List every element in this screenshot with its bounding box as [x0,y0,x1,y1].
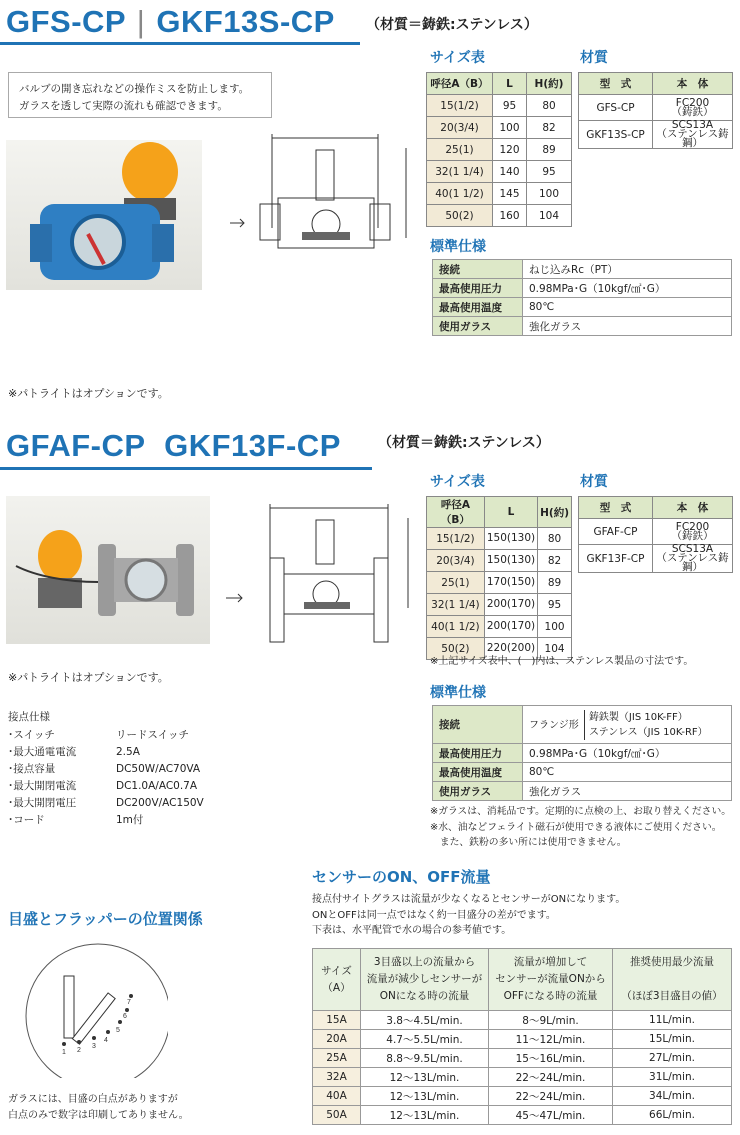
table-row: 最高使用温度 80℃ [433,298,732,317]
product-photo-threaded [6,140,202,290]
table-row: 15(1/2) 95 80 [427,95,572,117]
section2-title [6,430,341,461]
gauge-tick: 1 [62,1049,66,1056]
spec-heading: 標準仕様 [430,239,486,255]
description-line: バルブの開き忘れなどの操作ミスを防止します。 [19,83,250,95]
col-header: 呼径A（B） [427,73,493,95]
dimension-drawing-flanged [220,498,420,646]
contact-spec-table [8,726,258,828]
gauge-note: ガラスには、目盛の白点がありますが 白点のみで数字は印刷してありません。 [8,1094,189,1121]
gauge-diagram [18,938,168,1078]
description-box [8,72,272,118]
gauge-tick: 3 [92,1043,96,1050]
gauge-tick: 4 [104,1037,108,1044]
table-row: ･コード 1m付 [8,814,144,826]
table-row: 40(1 1/2) 145 100 [427,183,572,205]
table-row: 20(3/4) 150(130) 82 [427,550,572,572]
table-row: 25(1) 120 89 [427,139,572,161]
title-underline [0,467,372,470]
description-line: ガラスを透して実際の流れも確認できます。 [19,100,228,112]
col-header: H(約) [527,73,572,95]
table-row: 32(1 1/4) 140 95 [427,161,572,183]
material-note: （材質＝鋳鉄:ステンレス） [378,435,550,451]
size-table: 呼径A（B） L H(約) 15(1/2) 150(130) 80 20(3/4) 150(130) 82 25(1) 170(150) 89 32(1 1/4) 200(170) 95 40(1 1/2) 200(170) 100 50(2) 220(200) 104 [426,496,572,660]
table-row: 40A 12～13L/min. 22～24L/min. 34L/min. [313,1087,732,1106]
material-table-heading: 材質 [580,474,608,490]
table-row: 接続 フランジ形 鋳鉄製（JIS 10K-FF） ステンレス（JIS 10K-RF） [433,706,732,744]
dimension-drawing-threaded [220,128,420,278]
gauge-tick: 6 [123,1013,127,1020]
spec-heading: 標準仕様 [430,685,486,701]
table-row: 32A 12～13L/min. 22～24L/min. 31L/min. [313,1068,732,1087]
size-table [426,72,572,227]
size-footnote: ※上記サイズ表中、( )内は、ステンレス製品の寸法です。 [430,656,694,667]
table-row: GFS-CP FC200 （鋳鉄） [579,95,733,121]
table-row: 40(1 1/2) 200(170) 100 [427,616,572,638]
table-row: 25(1) 170(150) 89 [427,572,572,594]
sensor-intro: 接点付サイトグラスは流量が少なくなるとセンサーがONになります。 ONとOFFは同一点ではなく約一目盛分の差がでます。 下表は、水平配管で水の場合の参考値です。 [312,894,626,936]
table-row: 使用ガラス 強化ガラス [433,782,732,801]
sensor-heading: センサーのON、OFF流量 [312,868,491,886]
section1-title: GFS-CP | GKF13S-CP [6,4,335,39]
table-row: 32(1 1/4) 200(170) 95 [427,594,572,616]
patlite-note: ※パトライトはオプションです。 [8,387,169,400]
product-photo-flanged [6,496,210,644]
table-row: ･最大通電電流 2.5A [8,745,140,758]
col-header: L [493,73,527,95]
material-table: 型 式 本 体 GFAF-CP FC200 （鋳鉄） GKF13F-CP SCS13A （ステンレス鋳鋼） [578,496,733,573]
table-row: GKF13F-CP SCS13A （ステンレス鋳鋼） [579,545,733,573]
table-row: GFAF-CP FC200 （鋳鉄） [579,519,733,545]
gauge-tick: 7 [127,999,131,1006]
gauge-tick: 5 [116,1027,120,1034]
gauge-tick: 2 [77,1047,81,1054]
material-note: （材質＝鋳鉄:ステンレス） [366,17,538,33]
table-row: ･接点容量 DC50W/AC70VA [8,762,201,775]
table-row: 20A 4.7～5.5L/min. 11～12L/min. 15L/min. [313,1030,732,1049]
sensor-flow-table: サイズ （A） 3目盛以上の流量から 流量が減少しセンサーが ONになる時の流量 流量が増加して センサーが流量ONから OFFになる時の流量 推奨使用最少流量 （ほぼ3目盛目の値） 15A 3.8～4.5L/min. 8～9L/min. 11L/min. 20A 4.7～5.5L/min. 11～12L/min. 15L/min. 25A 8.8～9.5L/min. 15～16L/min. 27L/min. 32A 12～13L/min. 22～24L/min. 31L/min. 40A 12～13L/min. 22～24L/min. 34L/min. 50A 12～13L/min. 45～47L/min. 66L/min. [312,948,732,1125]
material-table-heading: 材質 [580,50,608,66]
table-row: 50(2) 220(200) 104 [427,638,572,660]
table-row: 15A 3.8～4.5L/min. 8～9L/min. 11L/min. [313,1011,732,1030]
table-row: GKF13S-CP SCS13A （ステンレス鋳鋼） [579,121,733,149]
table-row: 使用ガラス 強化ガラス [433,317,732,336]
title-model-a: GFAF-CP [6,428,145,463]
patlite-note: ※パトライトはオプションです。 [8,671,169,684]
gauge-heading: 目盛とフラッパーの位置関係 [8,910,203,928]
table-row: 接続 ねじ込みRc（PT） [433,260,732,279]
table-row: ･最大開閉電圧 DC200V/AC150V [8,796,204,809]
table-row: 20(3/4) 100 82 [427,117,572,139]
table-row: 15(1/2) 150(130) 80 [427,528,572,550]
table-row: ･最大開閉電流 DC1.0A/AC0.7A [8,779,198,792]
spec-table [432,705,732,801]
table-row: 50A 12～13L/min. 45～47L/min. 66L/min. [313,1106,732,1125]
table-row: 最高使用圧力 0.98MPa･G（10kgf/㎠･G） [433,279,732,298]
title-model-a: GFS-CP [6,4,126,39]
spec-notes: ※ガラスは、消耗品です。定期的に点検の上、お取り替えください。 ※水、油などフェライト磁石が使用できる液体にご使用ください。 また、鉄粉の多い所には使用できません。 [430,806,732,848]
title-underline [0,42,360,45]
table-row: ･スイッチ リードスイッチ [8,729,189,741]
size-table-heading: サイズ表 [430,474,485,490]
table-row: 50(2) 160 104 [427,205,572,227]
title-model-b: GKF13F-CP [164,428,341,463]
size-table-heading: サイズ表 [430,50,485,66]
contact-spec-heading: 接点仕様 [8,711,50,723]
spec-table [432,259,732,336]
table-row: 25A 8.8～9.5L/min. 15～16L/min. 27L/min. [313,1049,732,1068]
table-row: 最高使用温度 80℃ [433,763,732,782]
title-model-b: GKF13S-CP [156,4,335,39]
material-table: 型 式 本 体 GFS-CP FC200 （鋳鉄） GKF13S-CP SCS13A （ステンレス鋳鋼） [578,72,733,149]
table-row: 最高使用圧力 0.98MPa･G（10kgf/㎠･G） [433,744,732,763]
